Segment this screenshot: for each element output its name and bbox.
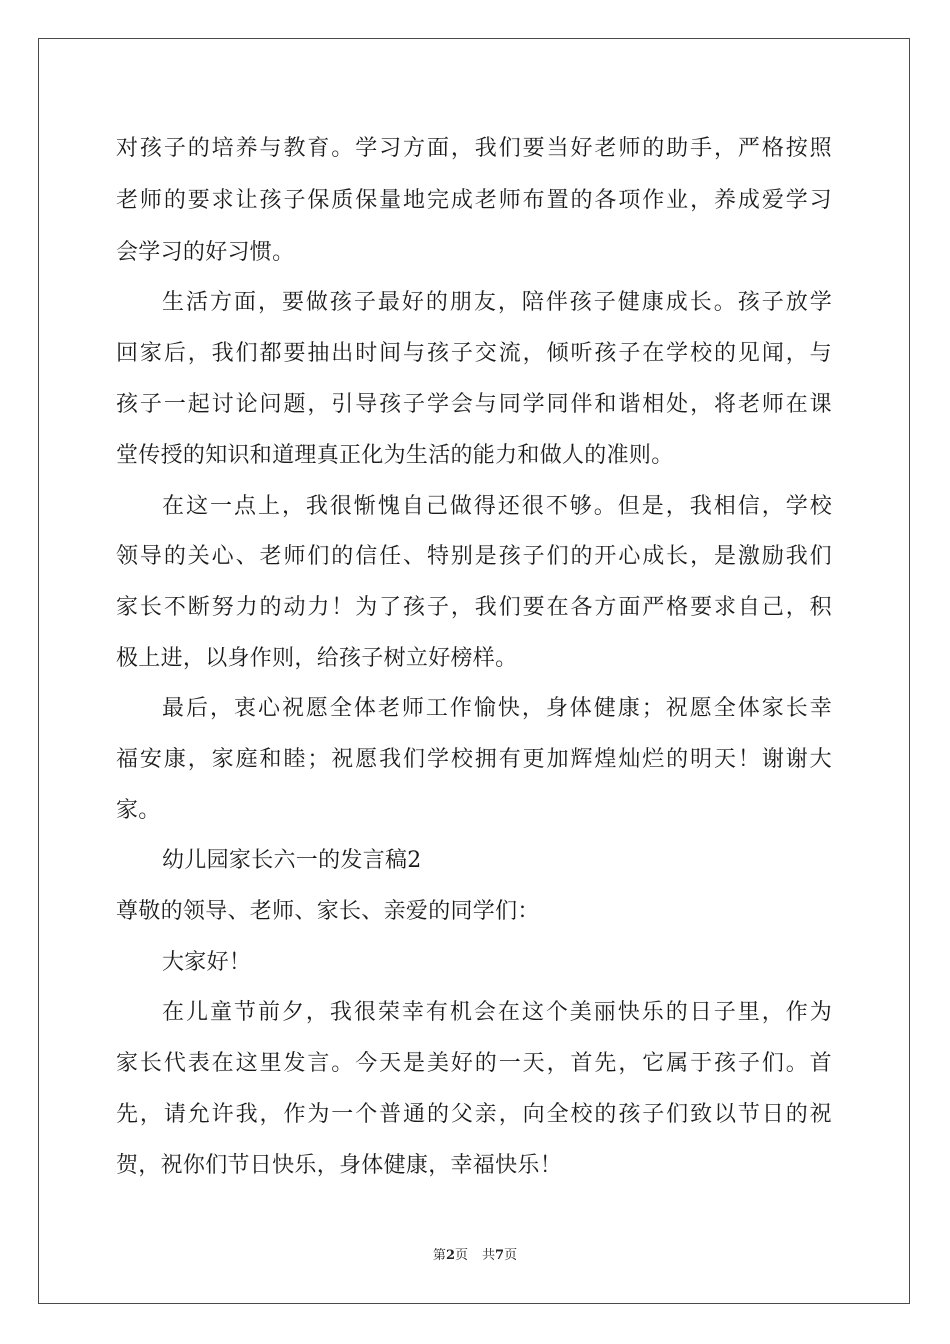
body-text-line: 贺，祝你们节日快乐，身体健康，幸福快乐！ (116, 1153, 563, 1178)
page-suffix: 页 (454, 1248, 468, 1263)
salutation: 尊敬的领导、老师、家长、亲爱的同学们： (116, 899, 540, 924)
body-text-line: 先，请允许我，作为一个普通的父亲，向全校的孩子们致以节日的祝 (116, 1102, 832, 1127)
body-text-line: 老师的要求让孩子保质保量地完成老师布置的各项作业，养成爱学习 (116, 188, 832, 213)
total-suffix: 页 (504, 1248, 518, 1263)
body-text-line: 福安康，家庭和睦；祝愿我们学校拥有更加辉煌灿烂的明天！谢谢大 (116, 747, 832, 772)
body-text-line: 最后，衷心祝愿全体老师工作愉快，身体健康；祝愿全体家长幸 (162, 696, 832, 721)
body-text-line: 家长代表在这里发言。今天是美好的一天，首先，它属于孩子们。首 (116, 1051, 832, 1076)
greeting: 大家好！ (162, 950, 252, 975)
page-footer (0, 1248, 950, 1264)
body-text-line: 对孩子的培养与教育。学习方面，我们要当好老师的助手，严格按照 (116, 136, 832, 161)
body-text-line: 在儿童节前夕，我很荣幸有机会在这个美丽快乐的日子里，作为 (162, 1000, 832, 1025)
body-text-line: 家长不断努力的动力！为了孩子，我们要在各方面严格要求自己，积 (116, 595, 832, 620)
body-text-line: 生活方面，要做孩子最好的朋友，陪伴孩子健康成长。孩子放学 (162, 290, 832, 315)
body-text-line: 极上进，以身作则，给孩子树立好榜样。 (116, 646, 518, 671)
body-text-line: 家。 (116, 798, 161, 823)
total-pages: 7 (495, 1248, 505, 1263)
body-text-line: 在这一点上，我很惭愧自己做得还很不够。但是，我相信，学校 (162, 494, 832, 519)
section-title: 幼儿园家长六一的发言稿2 (162, 848, 422, 873)
body-text-line: 领导的关心、老师们的信任、特别是孩子们的开心成长，是激励我们 (116, 544, 832, 569)
body-text-line: 会学习的好习惯。 (116, 240, 295, 265)
body-text-line: 堂传授的知识和道理真正化为生活的能力和做人的准则。 (116, 443, 674, 468)
body-text-line: 回家后，我们都要抽出时间与孩子交流，倾听孩子在学校的见闻，与 (116, 341, 832, 366)
total-prefix: 共 (482, 1248, 496, 1263)
page-prefix: 第 (432, 1248, 446, 1263)
page-number: 2 (445, 1248, 455, 1263)
body-text-line: 孩子一起讨论问题，引导孩子学会与同学同伴和谐相处，将老师在课 (116, 392, 832, 417)
